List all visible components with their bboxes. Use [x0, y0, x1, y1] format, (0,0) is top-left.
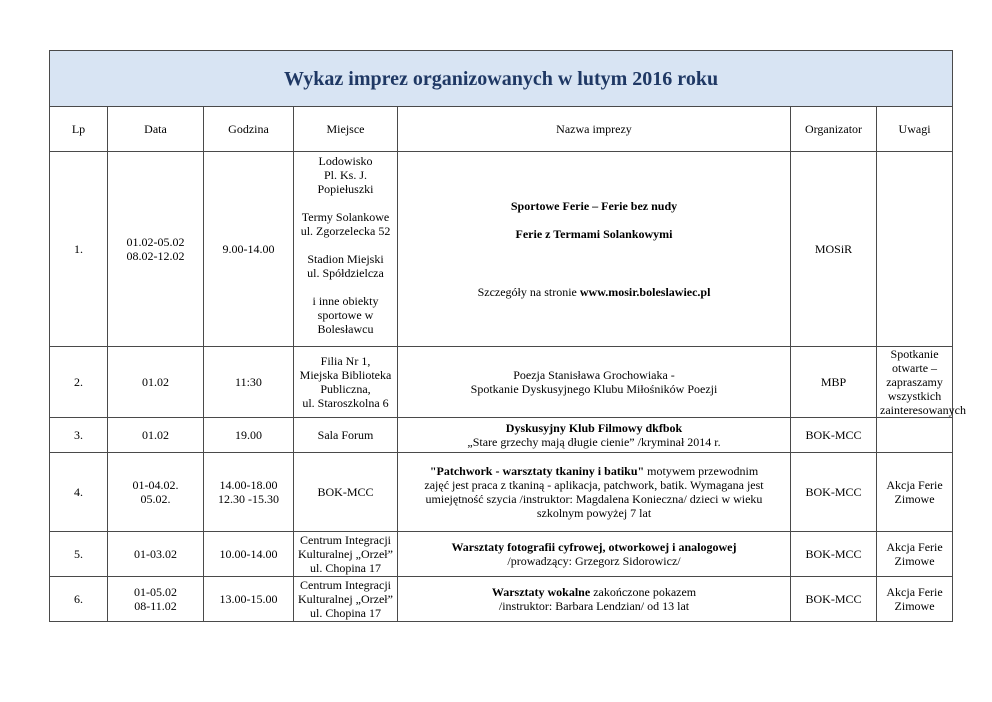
row-place: Centrum Integracji Kulturalnej „Orzeł” ul. Chopina 17: [294, 532, 398, 577]
row-event: [398, 453, 791, 532]
header-uwagi: Uwagi: [877, 107, 953, 152]
row-notes: Akcja Ferie Zimowe: [877, 577, 953, 622]
row-date: 01-03.02: [108, 532, 204, 577]
table-row: [50, 152, 953, 347]
row-date: 01-05.02 08-11.02: [108, 577, 204, 622]
event-title-line: [401, 585, 787, 599]
row-notes: Akcja Ferie Zimowe: [877, 532, 953, 577]
events-table: [49, 50, 966, 622]
header-organizator: Organizator: [791, 107, 877, 152]
event-title-rest: zakończone pokazem: [590, 585, 697, 599]
row-date: 01.02: [108, 347, 204, 418]
row-place: Lodowisko Pl. Ks. J. Popiełuszki Termy Solankowe ul. Zgorzelecka 52 Stadion Miejski ul. Spółdzielcza i inne obiekty sportowe w Bolesławcu: [294, 152, 398, 347]
row-organizer: MOSiR: [791, 152, 877, 347]
row-organizer: BOK-MCC: [791, 577, 877, 622]
event-info: [401, 285, 787, 299]
event-title: "Patchwork - warsztaty tkaniny i batiku": [429, 464, 645, 478]
row-time: 13.00-15.00: [204, 577, 294, 622]
row-time: 14.00-18.00 12.30 -15.30: [204, 453, 294, 532]
row-event: [398, 152, 791, 347]
row-time: 10.00-14.00: [204, 532, 294, 577]
event-link[interactable]: www.mosir.boleslawiec.pl: [579, 285, 711, 299]
row-place: Sala Forum: [294, 418, 398, 453]
row-time: 9.00-14.00: [204, 152, 294, 347]
row-organizer: BOK-MCC: [791, 532, 877, 577]
row-lp: 4.: [50, 453, 108, 532]
event-line: Spotkanie Dyskusyjnego Klubu Miłośników Poezji: [470, 382, 718, 396]
header-miejsce: Miejsce: [294, 107, 398, 152]
row-time: 11:30: [204, 347, 294, 418]
row-notes: Spotkanie otwarte – zapraszamy wszystkich zainteresowanych: [877, 347, 953, 418]
row-event: [398, 347, 791, 418]
table-row: [50, 453, 953, 532]
event-description: motywem przewodnim zajęć jest praca z tkaniną - aplikacja, patchwork, batik. Wymagana jest umiejętność szycia /instruktor: Magdalena Konieczna/ dzieci w wieku szkolnym powyżej 7 lat: [424, 464, 764, 520]
row-place: Centrum Integracji Kulturalnej „Orzeł” ul. Chopina 17: [294, 577, 398, 622]
row-date: 01.02-05.02 08.02-12.02: [108, 152, 204, 347]
row-organizer: BOK-MCC: [791, 453, 877, 532]
row-time: 19.00: [204, 418, 294, 453]
row-lp: 5.: [50, 532, 108, 577]
row-organizer: MBP: [791, 347, 877, 418]
event-title: Warsztaty wokalne: [491, 585, 591, 599]
event-line: /instruktor: Barbara Lendzian/ od 13 lat: [498, 599, 690, 613]
header-nazwa-imprezy: Nazwa imprezy: [398, 107, 791, 152]
event-line: Poezja Stanisława Grochowiaka -: [513, 368, 675, 382]
event-title: Sportowe Ferie – Ferie bez nudy: [510, 199, 678, 213]
table-row: [50, 418, 953, 453]
table-row: [50, 347, 953, 418]
event-line: „Stare grzechy mają długie cienie” /kryminał 2014 r.: [467, 435, 721, 449]
row-notes: Akcja Ferie Zimowe: [877, 453, 953, 532]
row-event: [398, 532, 791, 577]
header-godzina: Godzina: [204, 107, 294, 152]
event-line: /prowadzący: Grzegorz Sidorowicz/: [507, 554, 681, 568]
row-place: Filia Nr 1, Miejska Biblioteka Publiczna, ul. Staroszkolna 6: [294, 347, 398, 418]
row-notes: [877, 152, 953, 347]
table-row: [50, 532, 953, 577]
row-place: BOK-MCC: [294, 453, 398, 532]
header-data: Data: [108, 107, 204, 152]
row-lp: 3.: [50, 418, 108, 453]
header-lp: Lp: [50, 107, 108, 152]
row-date: 01.02: [108, 418, 204, 453]
row-lp: 6.: [50, 577, 108, 622]
row-event: [398, 418, 791, 453]
page-title: Wykaz imprez organizowanych w lutym 2016 roku: [50, 51, 953, 107]
event-title: Warsztaty fotografii cyfrowej, otworkowej i analogowej: [451, 540, 737, 554]
event-title: Dyskusyjny Klub Filmowy dkfbok: [505, 421, 683, 435]
row-event: [398, 577, 791, 622]
event-info-prefix: Szczegóły na stronie: [477, 285, 580, 299]
table-row: [50, 577, 953, 622]
row-date: 01-04.02. 05.02.: [108, 453, 204, 532]
row-organizer: BOK-MCC: [791, 418, 877, 453]
row-lp: 1.: [50, 152, 108, 347]
row-notes: [877, 418, 953, 453]
event-subtitle: Ferie z Termami Solankowymi: [515, 227, 673, 241]
header-row: [50, 107, 953, 152]
row-lp: 2.: [50, 347, 108, 418]
